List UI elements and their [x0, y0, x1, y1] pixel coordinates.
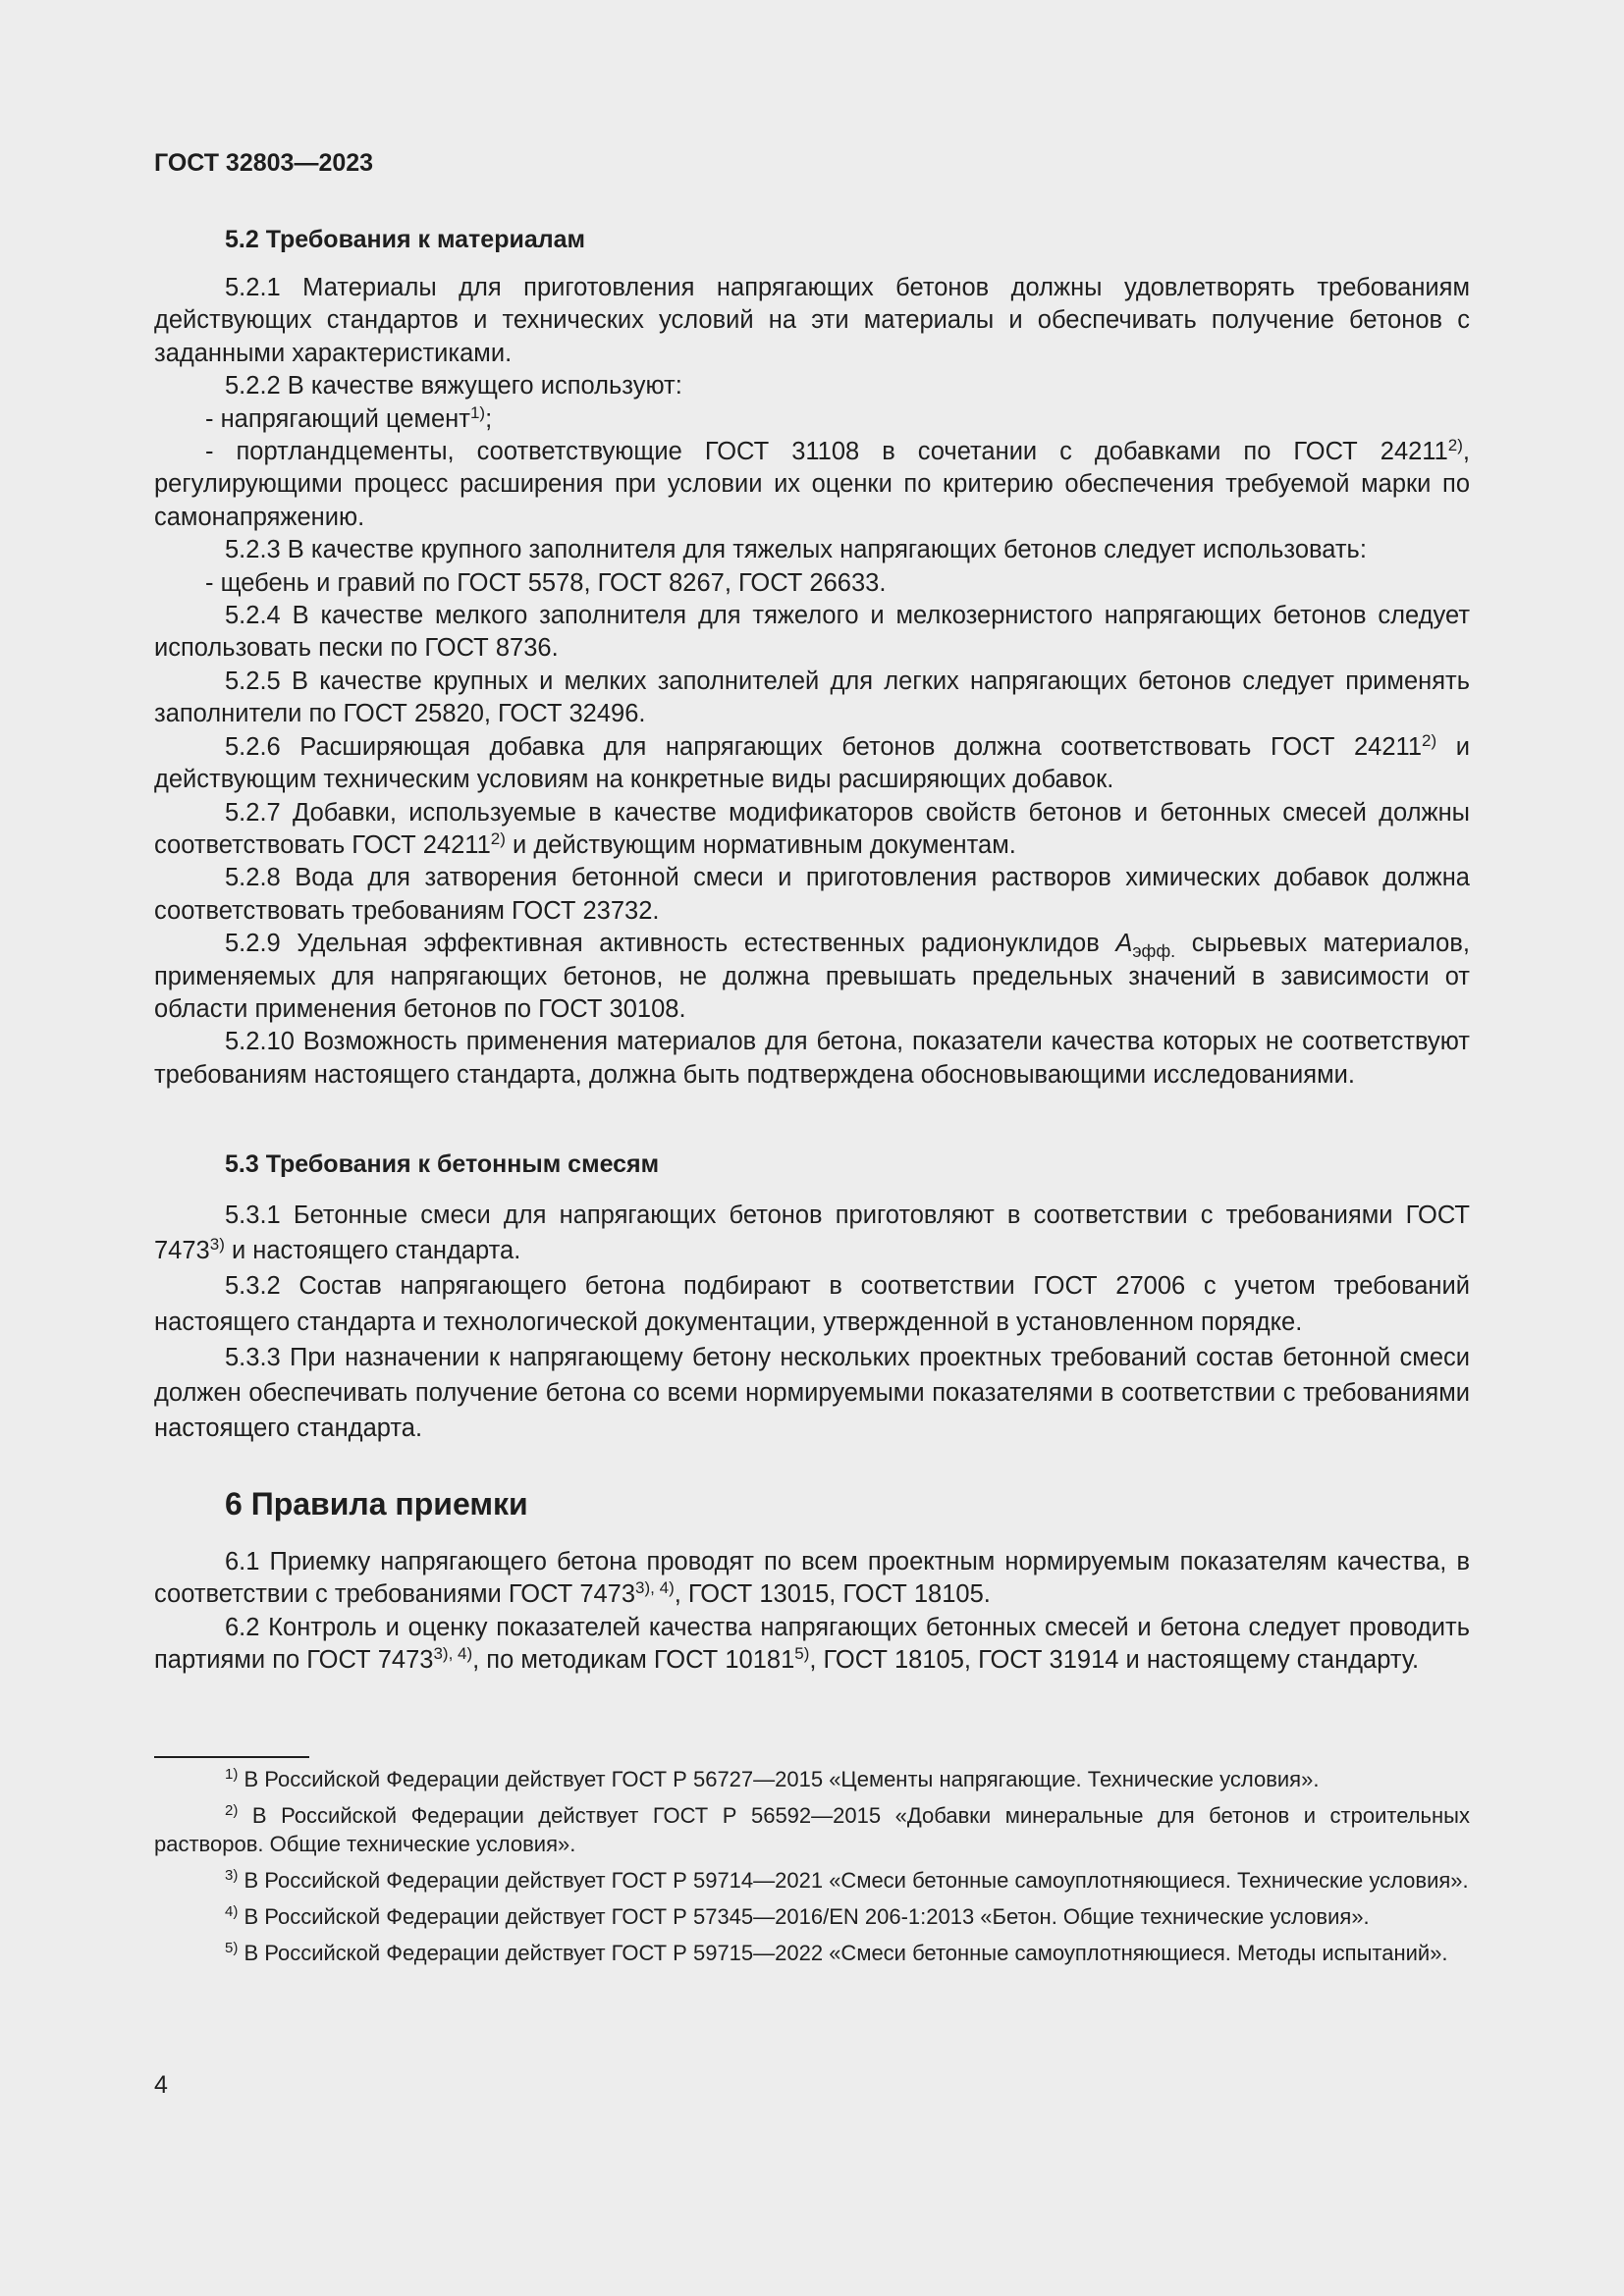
- paragraph-6-2: 6.2 Контроль и оценку показателей качества напрягающих бетонных смесей и бетона следует проводить партиями по ГОСТ $7473^{3), 4)}$, по методикам ГОСТ 10181$^{5)}$, ГОСТ 18105, ГОСТ 31914 и настоящему стандарту.: [154, 1613, 1470, 1675]
- paragraph-6-1: 6.1 Приемку напрягающего бетона проводят по всем проектным нормируемым показателям качества, в соответствии с требованиями ГОСТ $7473^{3), 4)}$, ГОСТ 13015, ГОСТ 18105.: [154, 1548, 1470, 1609]
- footnote-separator: [154, 1756, 309, 1758]
- paragraph-5-3-3: 5.3.3 При назначении к напрягающему бетону нескольких проектных требований состав бетонной смеси должен обеспечивать получение бетона со всеми нормируемыми показателями в соответствии с требованиями настоящего стандарта.: [154, 1343, 1470, 1443]
- paragraph-5-2-7: 5.2.7 Добавки, используемые в качестве модификаторов свойств бетонов и бетонных смесей должны соответствовать ГОСТ 24211$^{2)}$ и действующим нормативным документам.: [154, 798, 1470, 859]
- section-5-2-title: 5.2 Требования к материалам: [225, 226, 586, 253]
- section-6-body: [154, 1546, 1470, 1678]
- paragraph-5-2-4: 5.2.4 В качестве мелкого заполнителя для тяжелого и мелкозернистого напрягающих бетонов следует использовать пески по ГОСТ 8736.: [154, 602, 1470, 663]
- section-5-2-body: [154, 272, 1470, 1092]
- list-item-cement: - напрягающий цемент$^{1)}$;: [205, 402, 493, 433]
- footnote-5: $^{5)}$ В Российской Федерации действует ГОСТ Р 59715—2022 «Смеси бетонные самоуплотняющиеся. Методы испытаний».: [225, 1940, 1448, 1965]
- document-header: ГОСТ 32803—2023: [154, 149, 374, 177]
- section-5-3-body: [154, 1198, 1470, 1446]
- paragraph-5-2-8: 5.2.8 Вода для затворения бетонной смеси и приготовления растворов химических добавок должна соответствовать требованиям ГОСТ 23732.: [154, 864, 1470, 925]
- footnote-1: $^{1)}$ В Российской Федерации действует ГОСТ Р 56727—2015 «Цементы напрягающие. Технические условия».: [225, 1766, 1320, 1791]
- list-item-gravel: - щебень и гравий по ГОСТ 5578, ГОСТ 8267, ГОСТ 26633.: [205, 568, 887, 597]
- paragraph-5-2-10: 5.2.10 Возможность применения материалов для бетона, показатели качества которых не соответствуют требованиям настоящего стандарта, должна быть подтверждена обосновывающими исследованиями.: [154, 1028, 1470, 1089]
- paragraph-5-2-5: 5.2.5 В качестве крупных и мелких заполнителей для легких напрягающих бетонов следует применять заполнители по ГОСТ 25820, ГОСТ 32496.: [154, 667, 1470, 728]
- footnote-2: $^{2)}$ В Российской Федерации действует ГОСТ Р 56592—2015 «Добавки минеральные для бетонов и строительных растворов. Общие технические условия».: [154, 1802, 1470, 1856]
- section-6-title: 6 Правила приемки: [225, 1486, 528, 1522]
- section-5-3-title: 5.3 Требования к бетонным смесям: [225, 1150, 660, 1178]
- paragraph-5-3-1: 5.3.1 Бетонные смеси для напрягающих бетонов приготовляют в соответствии с требованиями ГОСТ 7473$^{3)}$ и настоящего стандарта.: [154, 1201, 1470, 1265]
- paragraph-5-2-1: 5.2.1 Материалы для приготовления напрягающих бетонов должны удовлетворять требованиям действующих стандартов и технических условий на эти материалы и обеспечивать получение бетонов с заданными характеристиками.: [154, 274, 1470, 367]
- list-item-portland: - портландцементы, соответствующие ГОСТ 31108 в сочетании с добавками по ГОСТ 24211$^{2)}$, регулирующими процесс расширения при условии их оценки по критерию обеспечения требуемой марки по самонапряжению.: [154, 436, 1470, 531]
- footnote-4: $^{4)}$ В Российской Федерации действует ГОСТ Р 57345—2016/EN 206-1:2013 «Бетон. Общие технические условия».: [225, 1903, 1370, 1929]
- page-number: 4: [154, 2071, 168, 2099]
- paragraph-5-2-2: 5.2.2 В качестве вяжущего используют:: [225, 372, 682, 400]
- paragraph-5-2-3: 5.2.3 В качестве крупного заполнителя для тяжелых напрягающих бетонов следует использовать:: [225, 536, 1367, 564]
- paragraph-5-2-6: 5.2.6 Расширяющая добавка для напрягающих бетонов должна соответствовать ГОСТ 24211$^{2)}$ и действующим техническим условиям на конкретные виды расширяющих добавок.: [154, 730, 1470, 794]
- paragraph-5-3-2: 5.3.2 Состав напрягающего бетона подбирают в соответствии ГОСТ 27006 с учетом требований настоящего стандарта и технологической документации, утвержденной в установленном порядке.: [154, 1272, 1470, 1336]
- footnotes: [154, 1765, 1470, 1975]
- footnote-3: $^{3)}$ В Российской Федерации действует ГОСТ Р 59714—2021 «Смеси бетонные самоуплотняющиеся. Технические условия».: [225, 1867, 1469, 1893]
- paragraph-5-2-9: 5.2.9 Удельная эффективная активность естественных радионуклидов $A_{эфф.}$ сырьевых материалов, применяемых для напрягающих бетонов, не должна превышать предельных значений в зависимости от области применения бетонов по ГОСТ 30108.: [154, 930, 1470, 1023]
